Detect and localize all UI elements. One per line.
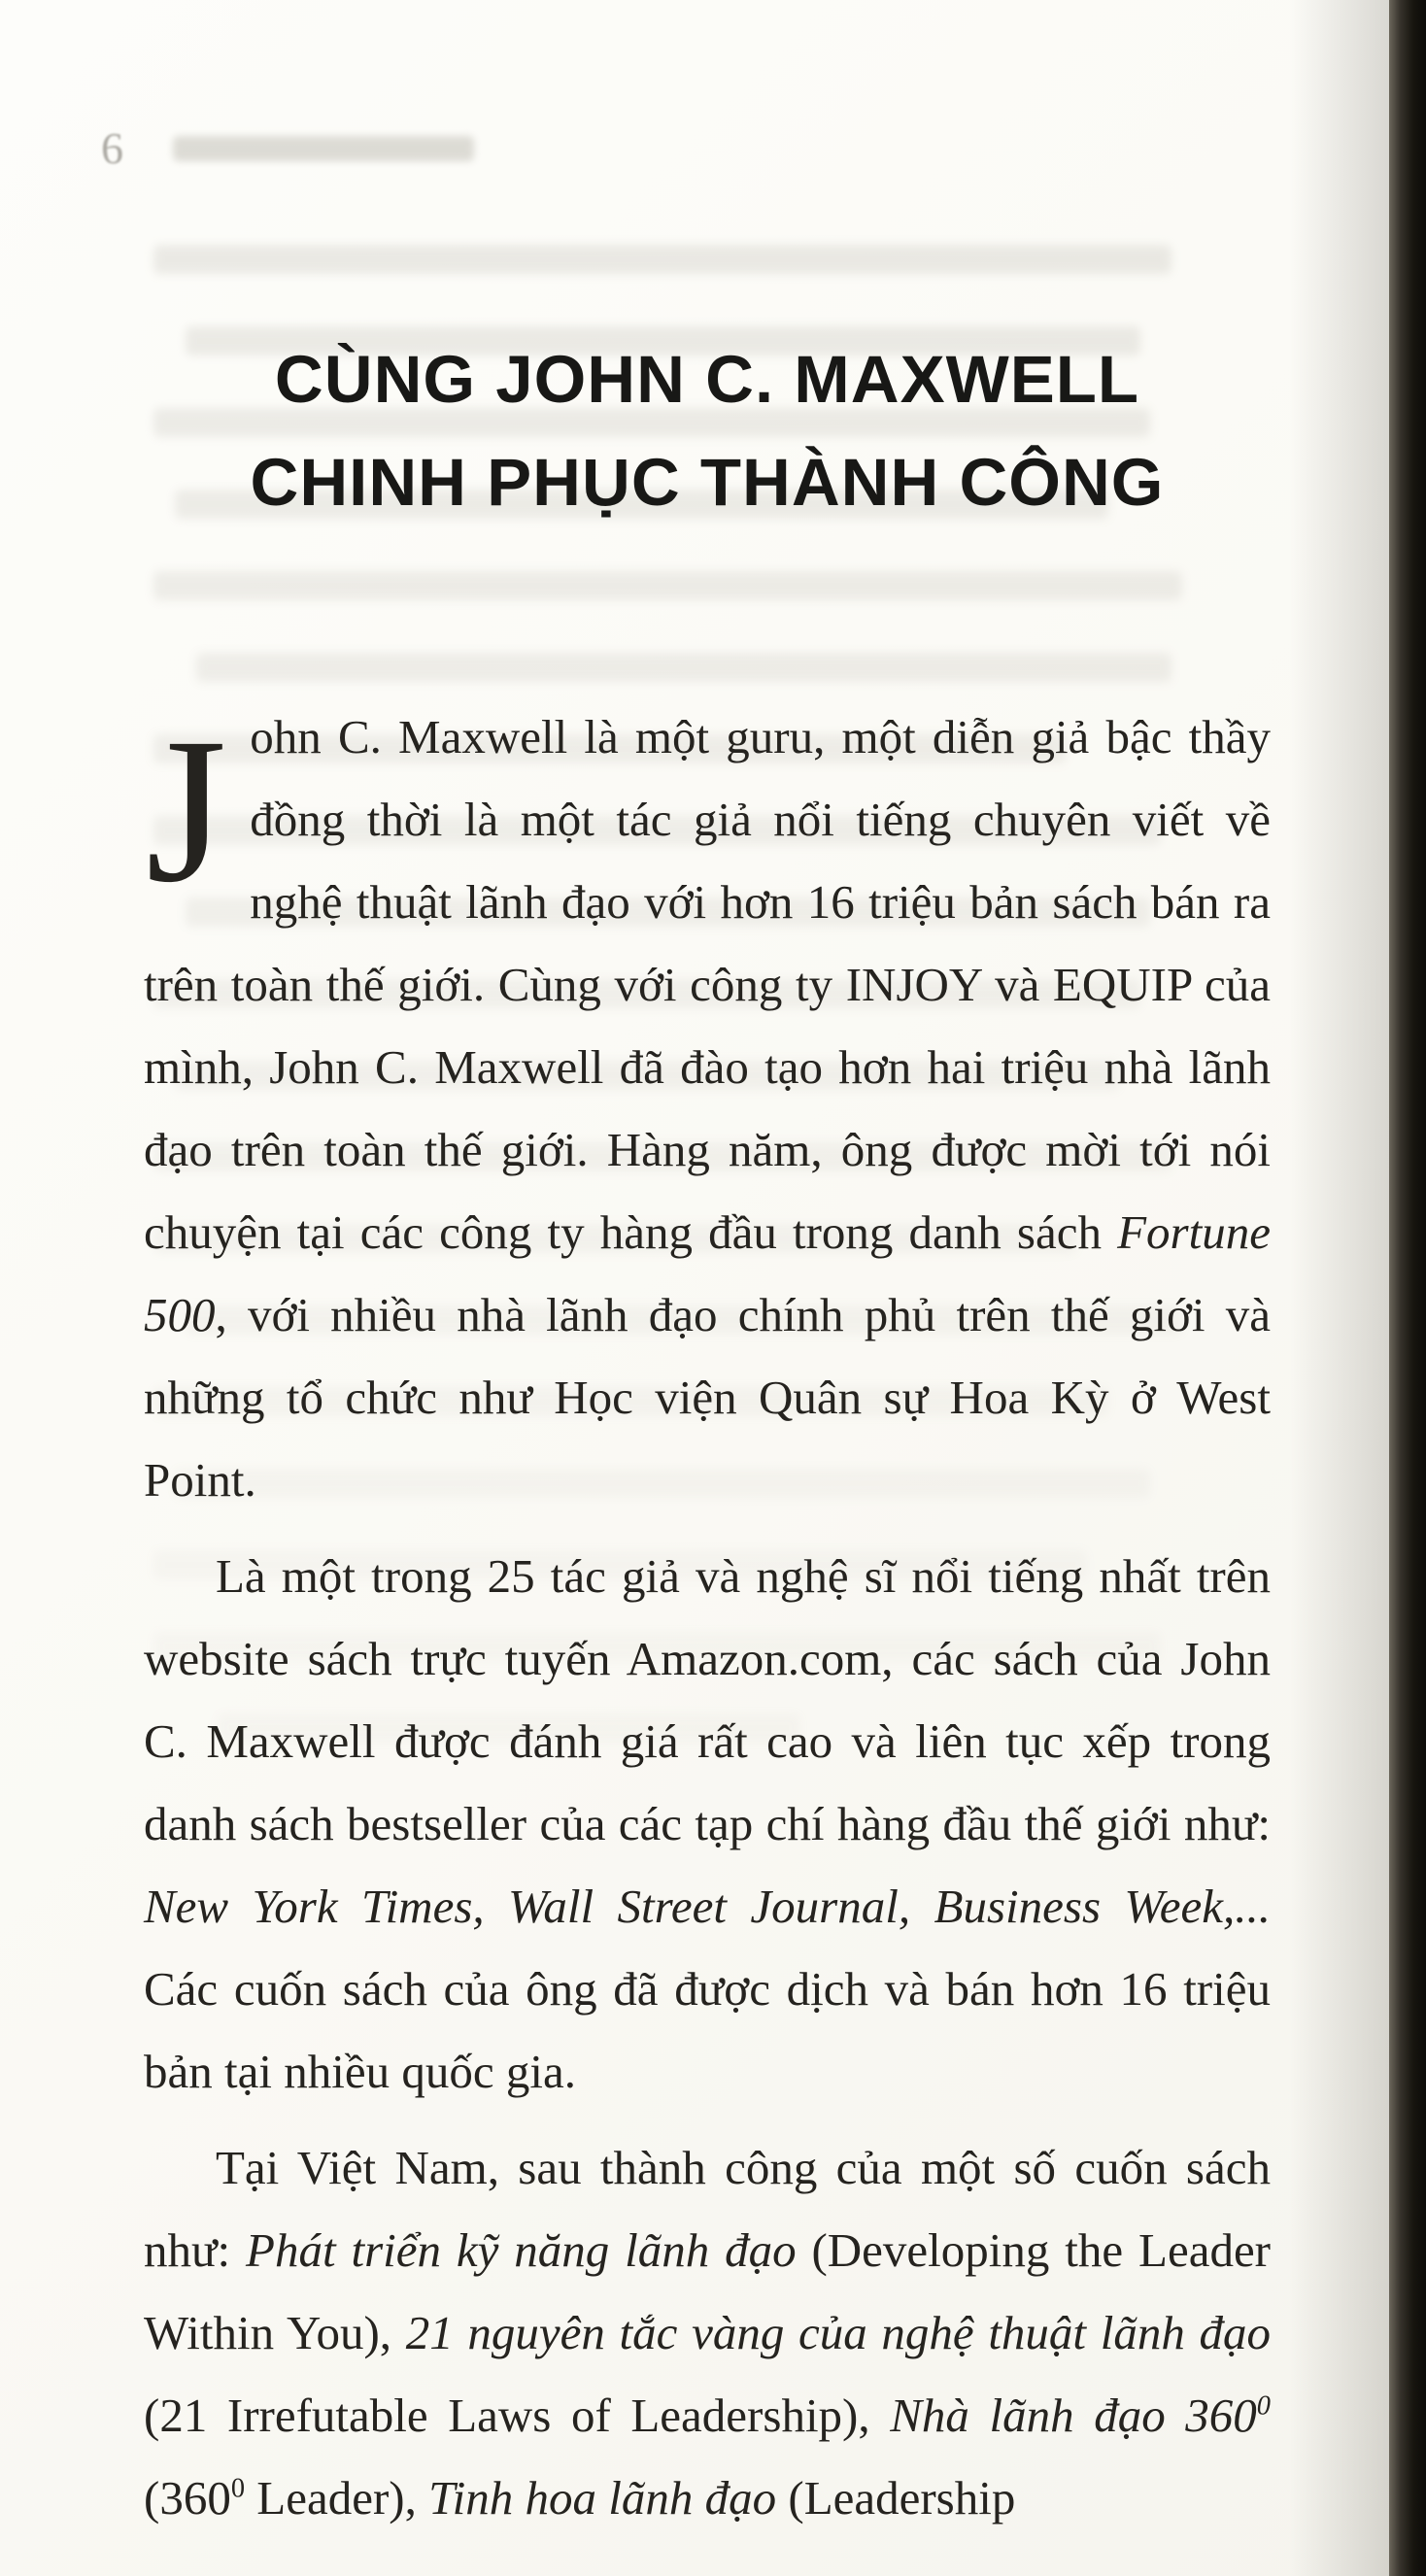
text-run: Tinh hoa lãnh đạo <box>428 2471 777 2525</box>
text-run: Các cuốn sách của ông đã được dịch và bán hơn 16 triệu bản tại nhiều quốc gia. <box>144 1962 1271 2098</box>
text-run: , với nhiều nhà lãnh đạo chính phủ trên thế giới và những tổ chức như Học viện Quân sự Hoa Kỳ ở West Point. <box>144 1288 1271 1507</box>
text-run: Leader), <box>245 2471 429 2525</box>
text-run: (Leadership <box>776 2471 1016 2525</box>
text-run: New York Times, Wall Street Journal, Business Week,... <box>144 1880 1271 1933</box>
text-run: ohn C. Maxwell là một guru, một diễn giả bậc thầy đồng thời là một tác giả nổi tiếng chuyên viết về nghệ thuật lãnh đạo với hơn 16 triệu bản sách bán ra trên toàn thế giới. Cùng với công ty INJOY và EQUIP của mình, John C. Maxwell đã đào tạo hơn hai triệu nhà lãnh đạo trên toàn thế giới. Hàng năm, ông được mời tới nói chuyện tại các công ty hàng đầu trong danh sách <box>144 710 1271 1259</box>
text-run: (21 Irrefutable Laws of Leadership), <box>144 2389 891 2442</box>
paragraph <box>144 1535 1271 2113</box>
paragraph <box>144 695 1271 1521</box>
text-run: (Developing the Leader Within You), <box>144 2223 1272 2359</box>
text-run: 21 nguyên tắc vàng của nghệ thuật lãnh đạo <box>405 2306 1271 2359</box>
chapter-title <box>144 328 1271 534</box>
text-run: Nhà lãnh đạo 360 <box>890 2389 1257 2442</box>
chapter-title-line-2: CHINH PHỤC THÀNH CÔNG <box>250 445 1165 520</box>
text-run: 0 <box>230 2473 246 2504</box>
text-run: Phát triển kỹ năng lãnh đạo <box>246 2223 797 2277</box>
paragraph <box>144 2126 1271 2539</box>
ghost-page-number: 6 <box>101 123 123 173</box>
body-text <box>144 695 1271 2539</box>
text-run: Tại Việt Nam, sau thành công của một số cuốn sách như: <box>144 2141 1271 2277</box>
chapter-title-line-1: CÙNG JOHN C. MAXWELL <box>274 342 1140 417</box>
text-run: (360 <box>144 2471 231 2525</box>
text-run: 0 <box>1256 2390 1271 2422</box>
text-run: Là một trong 25 tác giả và nghệ sĩ nổi tiếng nhất trên website sách trực tuyến Amazon.com, các sách của John C. Maxwell được đánh giá rất cao và liên tục xếp trong danh sách bestseller của các tạp chí hàng đầu thế giới như: <box>144 1549 1271 1850</box>
drop-cap: J <box>146 695 227 926</box>
text-run: Fortune 500 <box>144 1205 1271 1341</box>
